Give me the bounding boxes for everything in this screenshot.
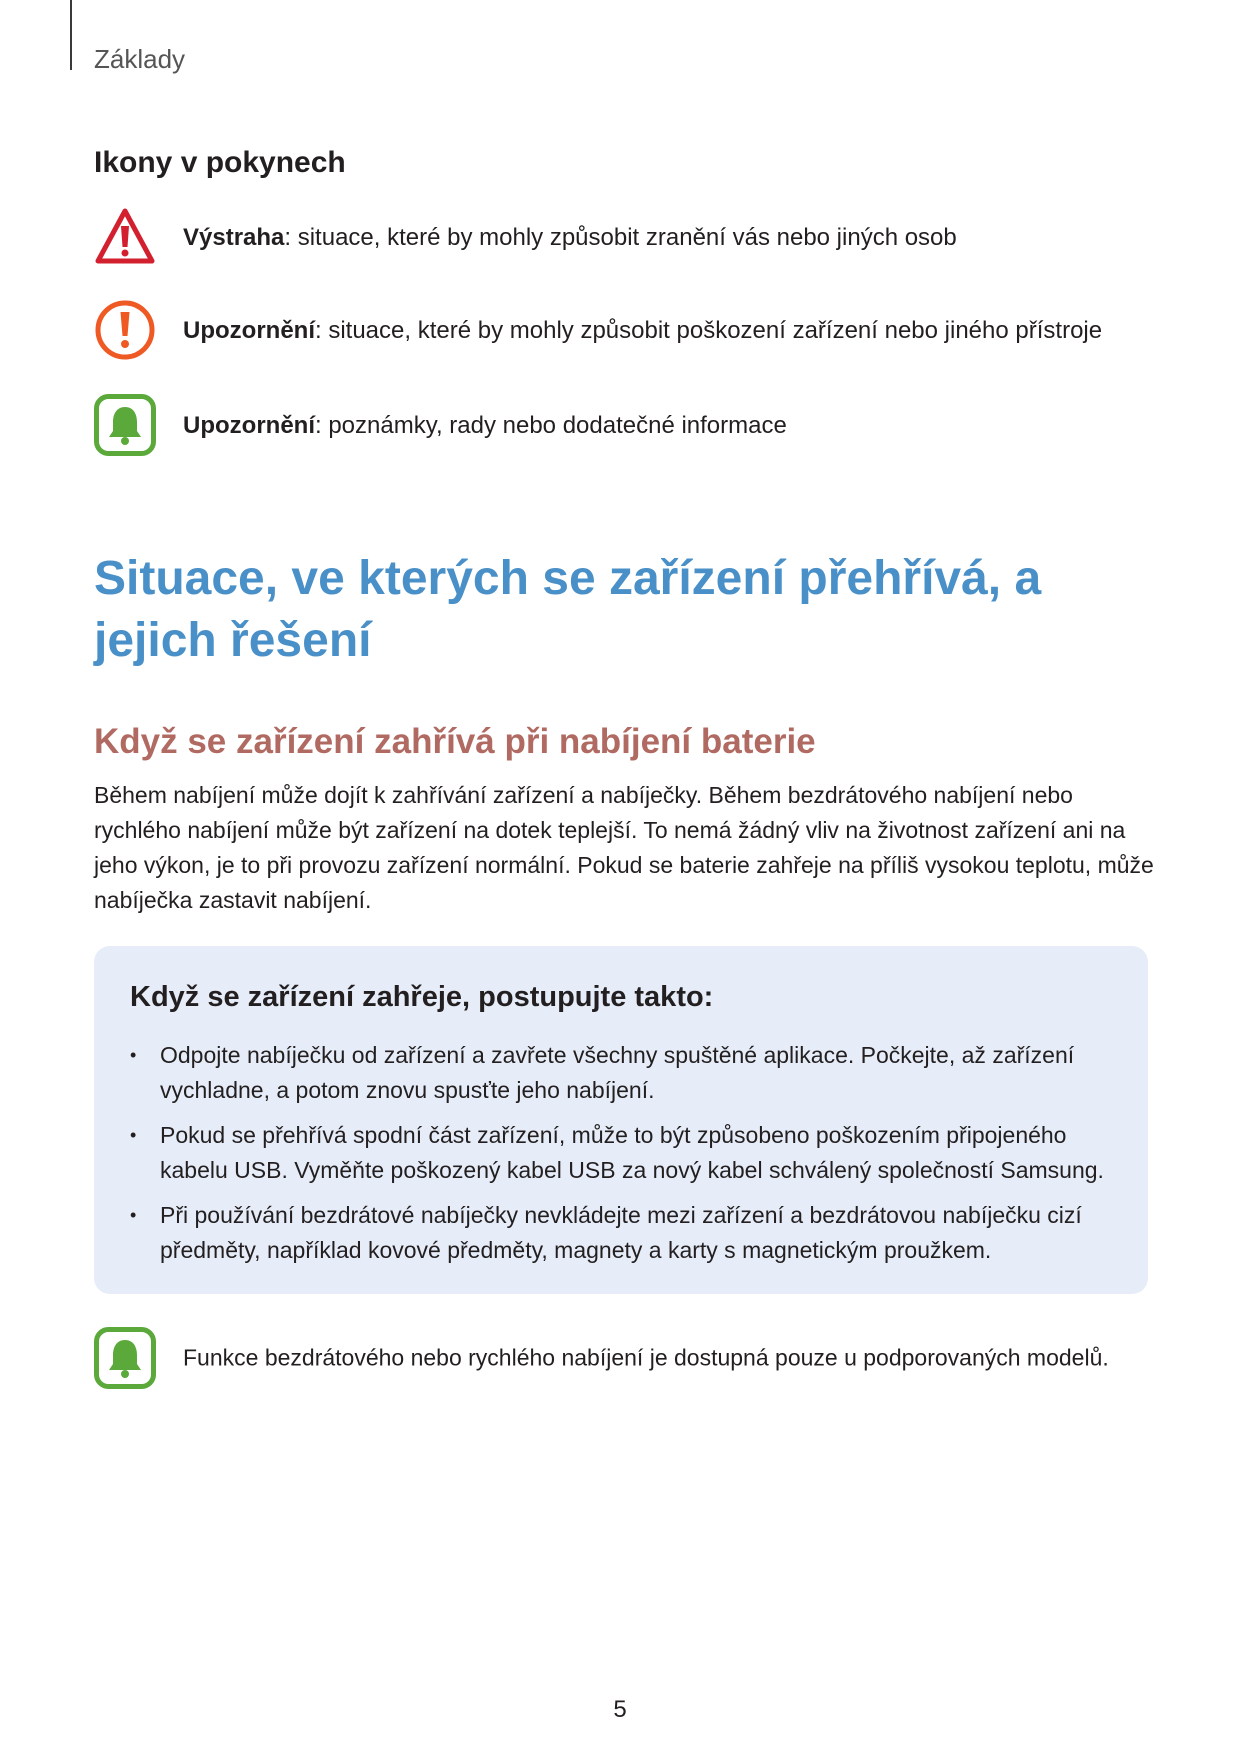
page-number: 5 (613, 1696, 627, 1723)
bullet-icon: • (130, 1045, 137, 1065)
legend-row-warning (94, 206, 1154, 270)
warning-triangle-icon (94, 206, 156, 268)
list-item (130, 1038, 1120, 1108)
legend-row-note (94, 394, 1154, 458)
legend-term-note: Upozornění (183, 412, 315, 439)
body-paragraph: Během nabíjení může dojít k zahřívání zařízení a nabíječky. Během bezdrátového nabíjení nebo rychlého nabíjení může být zařízení na dotek teplejší. To nemá žádný vliv na životnost zařízení ani na jeho výkon, je to při provozu zařízení normální. Pokud se baterie zahřeje na příliš vysokou teplotu, může nabíječka zastavit nabíjení. (94, 782, 1154, 913)
legend-text-warning (183, 224, 957, 252)
section-subtitle: Když se zařízení zahřívá při nabíjení baterie (94, 722, 816, 761)
legend-text-note (183, 412, 787, 440)
legend-description-caution: : situace, které by mohly způsobit poškození zařízení nebo jiného přístroje (315, 317, 1103, 344)
section-label: Základy (94, 44, 186, 74)
note-row (94, 1327, 1154, 1389)
bullet-icon: • (130, 1205, 137, 1225)
caution-circle-icon (94, 299, 156, 361)
list-item-text: Odpojte nabíječku od zařízení a zavřete všechny spuštěné aplikace. Počkejte, až zařízení vychladne, a potom znovu spusťte jeho nabíjení. (160, 1042, 1075, 1103)
icons-heading: Ikony v pokynech (94, 146, 346, 179)
note-bell-icon (94, 1327, 156, 1389)
tip-list (130, 1038, 1120, 1278)
tip-box (94, 946, 1148, 1294)
list-item-text: Při používání bezdrátové nabíječky nevkládejte mezi zařízení a bezdrátovou nabíječku cizí předměty, například kovové předměty, magnety a karty s magnetickým proužkem. (160, 1202, 1082, 1263)
note-bell-icon (94, 394, 156, 456)
legend-row-caution (94, 299, 1154, 363)
list-item (130, 1118, 1120, 1188)
legend-description-note: : poznámky, rady nebo dodatečné informace (315, 412, 787, 439)
list-item-text: Pokud se přehřívá spodní část zařízení, může to být způsobeno poškozením připojeného kabelu USB. Vyměňte poškozený kabel USB za nový kabel schválený společností Samsung. (160, 1122, 1104, 1183)
legend-text-caution (183, 317, 1102, 345)
page-title: Situace, ve kterých se zařízení přehřívá, a jejich řešení (94, 552, 1042, 667)
legend-description-warning: : situace, které by mohly způsobit zranění vás nebo jiných osob (284, 224, 957, 251)
legend-term-caution: Upozornění (183, 317, 315, 344)
list-item (130, 1198, 1120, 1268)
bullet-icon: • (130, 1125, 137, 1145)
header-side-rule (70, 0, 72, 70)
note-text: Funkce bezdrátového nebo rychlého nabíjení je dostupná pouze u podporovaných modelů. (183, 1344, 1109, 1371)
legend-term-warning: Výstraha (183, 224, 285, 251)
tip-box-heading: Když se zařízení zahřeje, postupujte takto: (130, 981, 714, 1013)
